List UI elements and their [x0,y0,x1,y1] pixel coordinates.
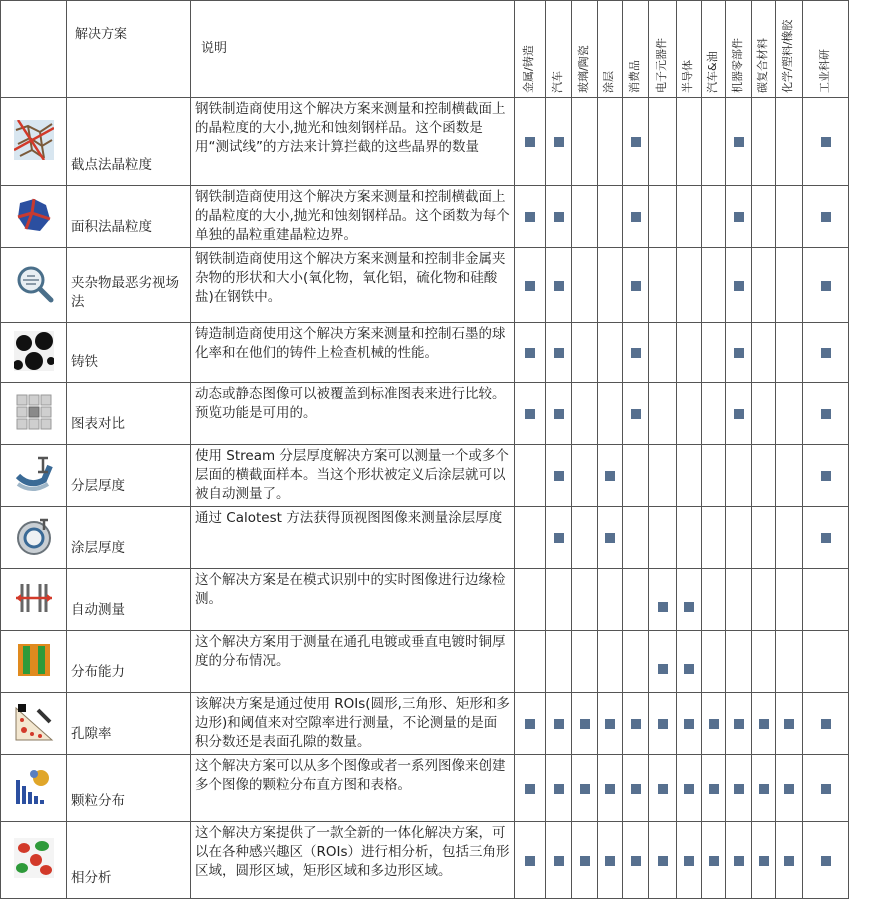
applicable-marker [658,719,668,729]
industry-cell [776,822,803,899]
industry-cell [677,186,702,248]
industry-cell [803,323,849,383]
industry-cell [623,569,649,631]
industry-cell [515,569,546,631]
table-row [1,693,849,755]
table-row [1,98,849,186]
header-industry: 工业科研 [817,49,831,93]
industry-cell [546,569,572,631]
industry-cell [598,822,623,899]
industry-cell [572,569,598,631]
applicable-marker [821,856,831,866]
industry-cell [803,248,849,323]
table-row [1,569,849,631]
solution-description: 钢铁制造商使用这个解决方案来测量和控制横截面上的晶粒度的大小,抛光和蚀刻钢样品。这个函数为每个单独的晶粒重建晶粒边界。 [191,186,515,248]
industry-cell [677,248,702,323]
industry-cell [649,569,677,631]
industry-cell [515,755,546,822]
industry-cell [702,755,726,822]
industry-cell [546,98,572,186]
applicable-marker [631,784,641,794]
solution-name: 分布能力 [67,631,191,693]
solution-description: 使用 Stream 分层厚度解决方案可以测量一个或多个层面的横截面样本。当这个形状被定义后涂层就可以被自动测量了。 [191,445,515,507]
applicable-marker [658,664,668,674]
solution-name: 分层厚度 [67,445,191,507]
applicable-marker [554,212,564,222]
industry-cell [515,631,546,693]
applicable-marker [709,784,719,794]
industry-cell [752,186,776,248]
industry-cell [515,693,546,755]
industry-cell [752,507,776,569]
applicable-marker [554,348,564,358]
intercept-grain-icon [14,145,54,164]
solution-description: 这个解决方案是在模式识别中的实时图像进行边缘检测。 [191,569,515,631]
industry-cell [677,323,702,383]
header-industry: 汽车&油 [705,51,719,93]
applicable-marker [734,409,744,419]
industry-cell [623,323,649,383]
applicable-marker [734,137,744,147]
applicable-marker [709,719,719,729]
industry-cell [515,822,546,899]
solution-name: 截点法晶粒度 [67,98,191,186]
table-row [1,755,849,822]
applicable-marker [821,348,831,358]
industry-cell [677,569,702,631]
header-solution: 解决方案 [67,1,191,98]
industry-cell [623,822,649,899]
industry-cell [515,98,546,186]
solution-description: 动态或静态图像可以被覆盖到标准图表来进行比较。预览功能是可用的。 [191,383,515,445]
industry-cell [515,186,546,248]
industry-cell [546,822,572,899]
header-industry: 玻璃/陶瓷 [576,45,590,93]
industry-cell [623,186,649,248]
industry-cell [546,186,572,248]
industry-cell [702,569,726,631]
industry-cell [649,323,677,383]
industry-cell [776,569,803,631]
industry-cell [598,507,623,569]
header-industry: 涂层 [602,71,615,93]
applicable-marker [554,856,564,866]
industry-cell [726,445,752,507]
industry-cell [546,383,572,445]
industry-cell [726,186,752,248]
applicable-marker [554,409,564,419]
cast-iron-icon [14,356,54,375]
applicable-marker [525,281,535,291]
porosity-icon [14,727,54,746]
applicable-marker [684,602,694,612]
applicable-marker [631,719,641,729]
applicable-marker [605,471,615,481]
industry-cell [598,631,623,693]
industry-cell [598,693,623,755]
industry-cell [702,323,726,383]
applicable-marker [658,784,668,794]
industry-cell [649,383,677,445]
applicable-marker [554,533,564,543]
header-industry: 机器零部件 [730,38,744,93]
applicable-marker [759,784,769,794]
solution-name: 夹杂物最恶劣视场法 [67,248,191,323]
applicable-marker [709,856,719,866]
industry-cell [649,631,677,693]
applicable-marker [658,856,668,866]
table-row [1,248,849,323]
industry-cell [515,248,546,323]
solution-icon-cell [1,98,67,186]
solution-description: 该解决方案是通过使用 ROIs(圆形,三角形、矩形和多边形)和阈值来对空隙率进行测量，不论测量的是面积分数还是表面孔隙的数量。 [191,693,515,755]
applicable-marker [734,281,744,291]
industry-cell [572,822,598,899]
industry-cell [702,98,726,186]
applicable-marker [821,281,831,291]
solution-name: 孔隙率 [67,693,191,755]
industry-cell [776,507,803,569]
solution-icon-cell [1,822,67,899]
industry-cell [702,445,726,507]
inclusion-magnifier-icon [14,288,54,307]
industry-cell [546,323,572,383]
solution-icon-cell [1,693,67,755]
industry-cell [803,186,849,248]
applicable-marker [580,856,590,866]
industry-cell [546,693,572,755]
industry-cell [598,383,623,445]
industry-cell [726,631,752,693]
applicable-marker [525,137,535,147]
industry-cell [623,383,649,445]
auto-measure-icon [14,603,54,622]
solution-icon-cell [1,445,67,507]
applicable-marker [605,856,615,866]
industry-cell [677,822,702,899]
applicable-marker [684,664,694,674]
coating-thickness-icon [14,541,54,560]
applicable-marker [684,719,694,729]
applicable-marker [554,137,564,147]
solution-description: 这个解决方案用于测量在通孔电镀或垂直电镀时铜厚度的分布情况。 [191,631,515,693]
applicable-marker [734,719,744,729]
industry-cell [677,445,702,507]
phase-analysis-icon [14,863,54,882]
solution-name: 图表对比 [67,383,191,445]
industry-cell [726,98,752,186]
applicable-marker [525,856,535,866]
industry-cell [572,445,598,507]
industry-cell [546,755,572,822]
industry-cell [546,445,572,507]
industry-cell [776,383,803,445]
industry-cell [752,323,776,383]
industry-cell [752,693,776,755]
solution-name: 涂层厚度 [67,507,191,569]
industry-cell [752,755,776,822]
industry-cell [572,755,598,822]
industry-cell [649,186,677,248]
industry-cell [598,445,623,507]
industry-cell [752,98,776,186]
industry-cell [623,445,649,507]
applicable-marker [554,719,564,729]
industry-cell [776,755,803,822]
applicable-marker [684,784,694,794]
industry-cell [677,507,702,569]
applicable-marker [784,719,794,729]
industry-cell [677,631,702,693]
industry-cell [803,445,849,507]
industry-cell [572,631,598,693]
industry-cell [572,248,598,323]
industry-cell [702,186,726,248]
applicable-marker [631,348,641,358]
industry-cell [752,383,776,445]
industry-cell [726,693,752,755]
header-industry: 半导体 [681,60,694,93]
table-row [1,186,849,248]
applicable-marker [821,137,831,147]
industry-cell [623,507,649,569]
solution-icon-cell [1,755,67,822]
industry-cell [702,822,726,899]
industry-cell [572,323,598,383]
solution-icon-cell [1,186,67,248]
industry-cell [726,507,752,569]
applicable-marker [821,719,831,729]
industry-cell [776,186,803,248]
solution-icon-cell [1,383,67,445]
header-industry: 金属/铸造 [522,45,535,93]
industry-cell [702,507,726,569]
industry-cell [803,507,849,569]
solution-description: 这个解决方案提供了一款全新的一体化解决方案，可以在各种感兴趣区（ROIs）进行相分析，包括三角形区域，圆形区域，矩形区域和多边形区域。 [191,822,515,899]
industry-cell [776,323,803,383]
industry-cell [623,98,649,186]
industry-cell [598,186,623,248]
industry-cell [649,248,677,323]
particle-distribution-icon [14,791,54,810]
applicable-marker [525,409,535,419]
industry-cell [677,98,702,186]
header-industry: 碳复合材料 [755,38,769,93]
industry-cell [776,631,803,693]
industry-cell [649,445,677,507]
industry-cell [623,631,649,693]
applicable-marker [734,348,744,358]
applicable-marker [631,281,641,291]
applicable-marker [734,212,744,222]
industry-cell [702,248,726,323]
header-industry: 消费品 [627,60,641,93]
industry-cell [649,507,677,569]
industry-cell [803,693,849,755]
industry-cell [649,822,677,899]
table-row [1,445,849,507]
industry-cell [572,98,598,186]
solution-icon-cell [1,248,67,323]
layer-thickness-icon [14,479,54,498]
table-row [1,323,849,383]
table-row [1,507,849,569]
solution-name: 自动测量 [67,569,191,631]
industry-cell [572,693,598,755]
industry-cell [726,323,752,383]
industry-cell [677,383,702,445]
applicable-marker [554,784,564,794]
industry-cell [649,98,677,186]
applicable-marker [631,137,641,147]
solution-icon-cell [1,631,67,693]
applicable-marker [784,784,794,794]
industry-cell [702,383,726,445]
industry-cell [546,507,572,569]
applicable-marker [759,856,769,866]
industry-cell [649,693,677,755]
industry-cell [572,186,598,248]
solution-description: 铸造制造商使用这个解决方案来测量和控制石墨的球化率和在他们的铸件上检查机械的性能。 [191,323,515,383]
industry-cell [726,755,752,822]
industry-cell [726,248,752,323]
industry-cell [546,631,572,693]
solution-description: 通过 Calotest 方法获得顶视图图像来测量涂层厚度 [191,507,515,569]
industry-cell [546,248,572,323]
solution-description: 钢铁制造商使用这个解决方案来测量和控制非金属夹杂物的形状和大小(氧化物，氧化铝，硫化物和硅酸盐)在钢铁中。 [191,248,515,323]
solution-icon-cell [1,569,67,631]
solution-name: 颗粒分布 [67,755,191,822]
industry-cell [702,631,726,693]
industry-cell [752,631,776,693]
industry-cell [649,755,677,822]
industry-cell [515,507,546,569]
industry-cell [623,755,649,822]
applicable-marker [631,212,641,222]
industry-cell [803,383,849,445]
applicable-marker [525,348,535,358]
applicable-marker [821,784,831,794]
applicable-marker [554,471,564,481]
industry-cell [776,98,803,186]
solution-name: 铸铁 [67,323,191,383]
industry-cell [598,323,623,383]
applicable-marker [605,719,615,729]
applicable-marker [631,409,641,419]
solution-description: 钢铁制造商使用这个解决方案来测量和控制横截面上的晶粒度的大小,抛光和蚀刻钢样品。这个函数是用“测试线”的方法来计算拦截的这些晶界的数量 [191,98,515,186]
applicable-marker [580,784,590,794]
industry-cell [803,631,849,693]
table-row [1,631,849,693]
applicable-marker [605,784,615,794]
industry-cell [623,693,649,755]
industry-cell [726,569,752,631]
applicable-marker [734,856,744,866]
table-row [1,383,849,445]
applicable-marker [525,719,535,729]
chart-grid-icon [14,417,54,436]
solution-name: 相分析 [67,822,191,899]
solution-icon-cell [1,323,67,383]
industry-cell [752,569,776,631]
applicable-marker [605,533,615,543]
applicable-marker [631,856,641,866]
solution-description: 这个解决方案可以从多个图像或者一系列图像来创建多个图像的颗粒分布直方图和表格。 [191,755,515,822]
applicable-marker [734,784,744,794]
industry-cell [572,507,598,569]
industry-cell [677,693,702,755]
industry-cell [752,822,776,899]
throwing-power-icon [14,665,54,684]
applicable-marker [525,212,535,222]
industry-cell [752,445,776,507]
header-industry: 汽车 [550,71,564,93]
applicable-marker [684,856,694,866]
industry-cell [515,383,546,445]
applicable-marker [821,212,831,222]
industry-cell [677,755,702,822]
industry-cell [803,822,849,899]
industry-cell [598,569,623,631]
applicable-marker [759,719,769,729]
industry-cell [598,98,623,186]
industry-cell [515,445,546,507]
industry-cell [572,383,598,445]
header-row [1,1,849,98]
applicable-marker [821,409,831,419]
applicable-marker [554,281,564,291]
applicable-marker [525,784,535,794]
solution-icon-cell [1,507,67,569]
applicable-marker [821,533,831,543]
industry-cell [776,693,803,755]
industry-cell [776,248,803,323]
industry-cell [803,755,849,822]
industry-cell [803,98,849,186]
header-description: 说明 [191,1,515,98]
applicable-marker [658,602,668,612]
applicable-marker [580,719,590,729]
applicable-marker [821,471,831,481]
solution-name: 面积法晶粒度 [67,186,191,248]
industry-cell [598,755,623,822]
header-icon-cell [1,1,67,98]
industry-cell [776,445,803,507]
industry-cell [752,248,776,323]
header-industry: 化学/塑料/橡胶 [781,19,794,93]
area-grain-icon [14,220,54,239]
industry-cell [515,323,546,383]
header-industry: 电子元器件 [654,38,668,93]
industry-cell [803,569,849,631]
applicable-marker [784,856,794,866]
industry-cell [726,383,752,445]
table-row [1,822,849,899]
industry-cell [702,693,726,755]
industry-cell [598,248,623,323]
industry-cell [726,822,752,899]
industry-cell [623,248,649,323]
